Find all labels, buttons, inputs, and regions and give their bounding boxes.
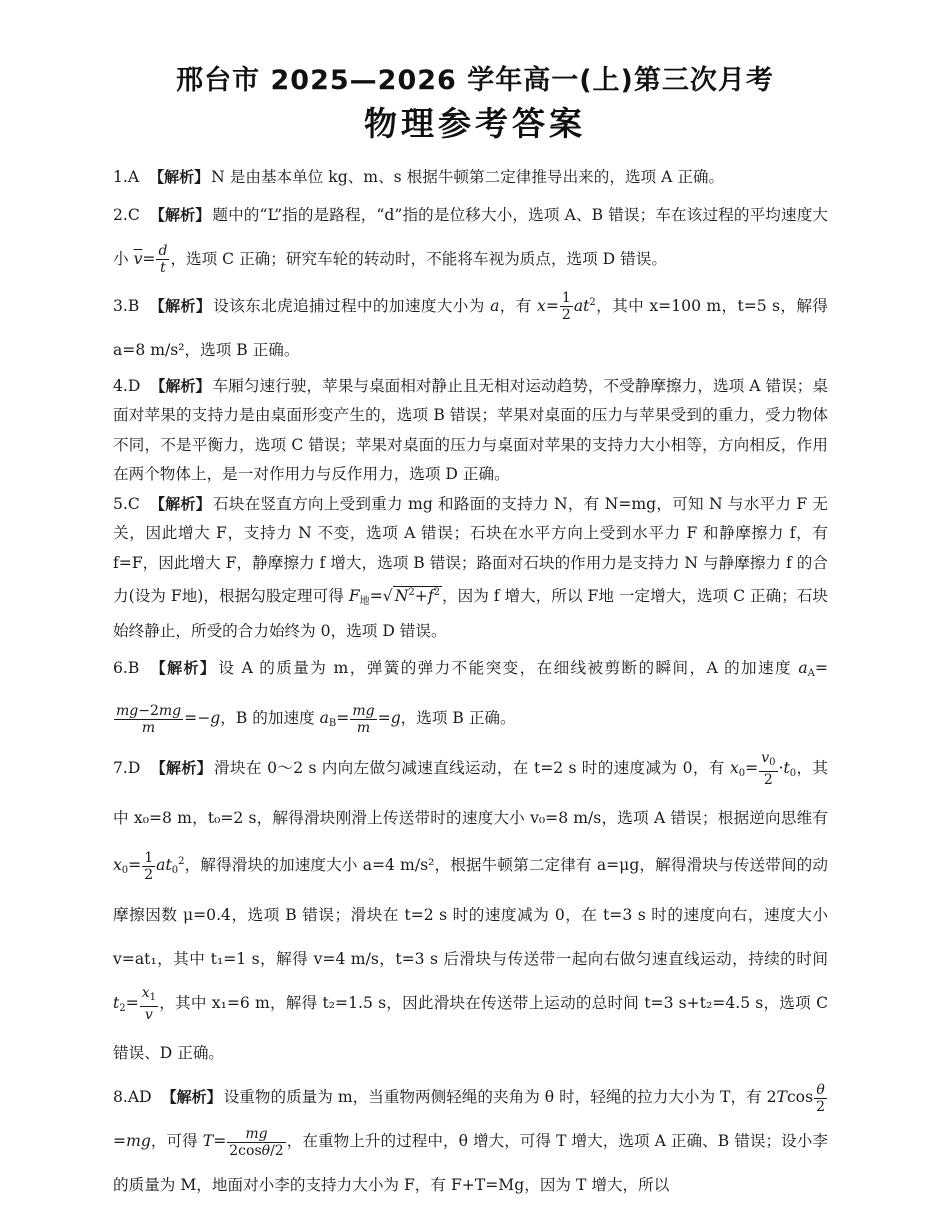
answer-text: 题中的“L”指的是路程，“d”指的是位移大小，选项 A、B 错误；车在该过程的平均速度大小 xyxy=(113,205,828,268)
answer-item-5 xyxy=(113,490,828,647)
answer-text: ，可得 xyxy=(150,1132,198,1150)
answer-text: 设 A 的质量为 m，弹簧的弹力不能突变，在细线被剪断的瞬间，A 的加速度 xyxy=(218,659,793,677)
exam-title: 邢台市 2025—2026 学年高一(上)第三次月考 xyxy=(176,65,774,96)
answer-text: 设重物的质量为 m，当重物两侧轻绳的夹角为 θ 时，轻绳的拉力大小为 T，有 xyxy=(223,1088,762,1106)
answer-text: ，解得滑块的加速度大小 a=4 m/s²，根据牛顿第二定律有 a=μg，解得滑块与传送带间的动摩擦因数 μ=0.4，选项 B 错误；滑块在 t=2 s 时的速度减为 0，在 t=3 s 时的速度向右，速度大小 v=at₁，其中 t₁=1 s，解得 v=4 m/s，t=3 s 后滑块与传送带一起向右做匀速直线运动，持续的时间 xyxy=(113,856,828,968)
answer-item-1 xyxy=(113,163,828,193)
answer-item-7 xyxy=(113,746,828,1075)
answer-text: 滑块在 0～2 s 内向左做匀减速直线运动，在 t=2 s 时的速度减为 0，有 xyxy=(214,759,725,777)
answer-text: ，选项 C 正确；研究车轮的转动时，不能将车视为质点，选项 D 错误。 xyxy=(170,249,667,268)
formula-reverse: $x_0=$ $\frac{1}{2}$ $at_0^2$ xyxy=(113,849,185,883)
answer-text: ，其中 x₀=8 m，t₀=2 s，解得滑块刚滑上传送带时的速度大小 v₀=8 m/s，选项 A 错误；根据逆向思维有 xyxy=(113,759,828,827)
answer-text: N 是由基本单位 kg、m、s 根据牛顿第二定律推导出来的，选项 A 正确。 xyxy=(211,168,725,186)
answer-item-3 xyxy=(113,281,828,372)
answer-number: 2.C xyxy=(113,205,140,224)
formula-acceleration-a: $a_A=$ $\frac{mg-2mg}{m}$ =−g xyxy=(116,659,828,736)
answer-text: ，因为 f 增大，所以 F地 一定增大，选项 C 正确；石块始终静止，所受的合力始终为 0，选项 D 错误。 xyxy=(113,587,829,640)
analysis-tag: 【解析】 xyxy=(149,168,210,186)
analysis-tag: 【解析】 xyxy=(149,205,211,224)
formula-acceleration-b: $a_B=$ $\frac{mg}{m}$ =g xyxy=(319,702,401,736)
analysis-tag: 【解析】 xyxy=(150,759,213,777)
analysis-tag: 【解析】 xyxy=(149,659,217,677)
answer-number: 5.C xyxy=(113,494,140,513)
answer-text: ，在重物上升的过程中，θ 增大，可得 T 增大，选项 A 正确、B 错误；设小李的质量为 M，地面对小李的支持力大小为 F，有 F+T=Mg，因为 T 增大，所以 xyxy=(113,1132,828,1194)
formula-average-velocity: $\overline{v}=$ $\frac{d}{t}$ xyxy=(133,243,168,276)
answer-item-8 xyxy=(113,1075,828,1207)
answer-item-4 xyxy=(113,372,828,490)
answer-number: 3.B xyxy=(113,296,140,315)
answer-number: 4.D xyxy=(113,376,141,395)
formula-resultant-force: $F_地=√$ $N^2+f^2$ xyxy=(348,587,440,607)
answer-text: 车厢匀速行驶，苹果与桌面相对静止且无相对运动趋势，不受静摩擦力，选项 A 错误；桌面对苹果的支持力是由桌面形变产生的，选项 B 错误；苹果对桌面的压力与苹果受到的重力，受力物体不同，不是平衡力，选项 C 错误；苹果对桌面的压力与桌面对苹果的支持力大小相等，方向相反，作用在两个物体上，是一对作用力与反作用力，选项 D 正确。 xyxy=(113,376,828,483)
answer-text: 石块在竖直方向上受到重力 mg 和路面的支持力 N，有 N=mg，可知 N 与水平力 F 无关，因此增大 F，支持力 N 不变，选项 A 错误；石块在水平方向上受到水平力 F 和静摩擦力 f，有 f=F，因此增大 F，静摩擦力 f 增大，选项 B 错误；路面对石块的作用力是支持力 N 与静摩擦力 f 的合力(设为 F地)，根据勾股定理可得 xyxy=(113,494,828,605)
answer-number: 7.D xyxy=(113,759,141,777)
answer-item-6 xyxy=(113,646,828,746)
formula-x0: $x_0=$ $\frac{v_0}{2}$ $\cdot t_0$ xyxy=(729,750,797,788)
analysis-tag: 【解析】 xyxy=(150,376,211,395)
analysis-tag: 【解析】 xyxy=(149,494,211,513)
answer-list xyxy=(113,163,828,1207)
answer-number: 6.B xyxy=(113,659,140,677)
answer-text: ，B 的加速度 xyxy=(220,709,315,727)
answer-text: ，选项 B 正确。 xyxy=(400,709,516,727)
answer-item-2 xyxy=(113,193,828,281)
answer-text: ，其中 x=100 m，t=5 s，解得 a=8 m/s²，选项 B 正确。 xyxy=(113,296,828,359)
answer-text: 设该东北虎追捕过程中的加速度大小为 xyxy=(213,296,485,315)
analysis-tag: 【解析】 xyxy=(149,296,212,315)
formula-tension: T= $\frac{mg}{2\cos\theta/2}$ xyxy=(202,1125,284,1159)
formula-tension-balance: 2Tcos $\frac{\theta}{2}$ =mg xyxy=(113,1081,825,1150)
answer-number: 1.A xyxy=(113,168,140,186)
answer-text: ，其中 x₁=6 m，解得 t₂=1.5 s，因此滑块在传送带上运动的总时间 t=3 s+t₂=4.5 s，选项 C 错误、D 正确。 xyxy=(113,994,828,1062)
formula-displacement: a，有 x= $\frac{1}{2}$ $at^2$ xyxy=(490,290,596,323)
answer-number: 8.AD xyxy=(113,1088,152,1106)
formula-t2: $t_2=$ $\frac{x_1}{v}$ xyxy=(113,985,157,1023)
analysis-tag: 【解析】 xyxy=(161,1088,222,1106)
answer-key-title: 物理参考答案 xyxy=(364,104,586,143)
